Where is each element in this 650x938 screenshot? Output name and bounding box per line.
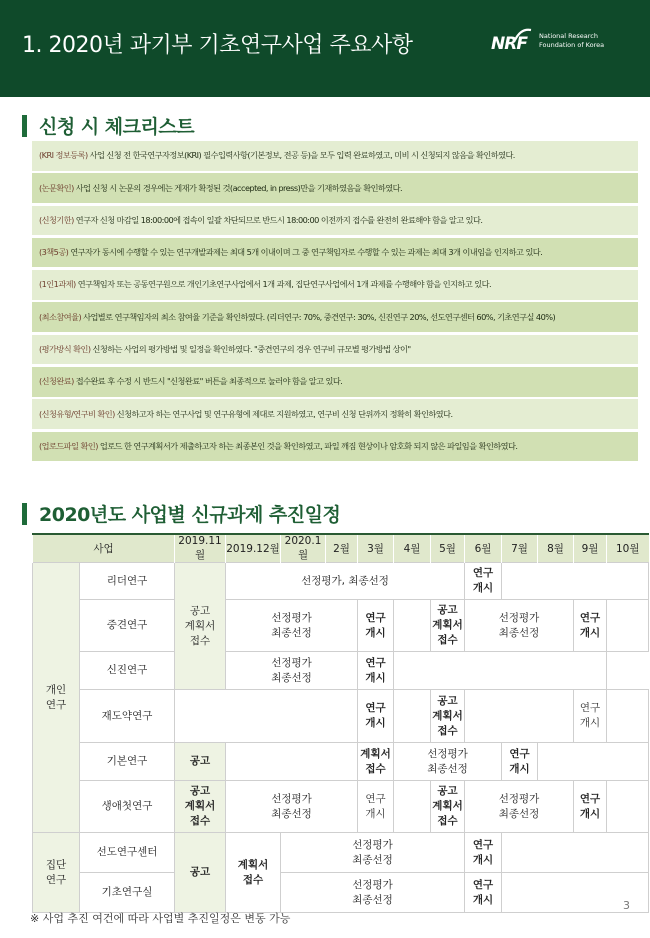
checklist-item xyxy=(32,270,638,300)
section-title: 2020년도 사업별 신규과제 추진일정 xyxy=(39,504,341,526)
header-cell: 9월 xyxy=(574,534,607,563)
announce-intake-cell: 공고 계획서 접수 xyxy=(175,563,226,690)
announce-intake-cell: 공고 계획서 접수 xyxy=(431,690,465,743)
program-cell: 재도약연구 xyxy=(80,690,175,743)
header-cell: 사업 xyxy=(33,534,175,563)
announce-cell: 공고 xyxy=(175,743,226,781)
checklist-tag: (KRI 정보등록) xyxy=(39,150,88,161)
checklist-text: 사업별로 연구책임자의 최소 참여율 기준을 확인하였다. (리더연구: 70%, 중견연구: 30%, 신진연구 20%, 선도연구센터 60%, 기초연구실 40%) xyxy=(83,311,556,322)
header-cell: 2월 xyxy=(326,534,358,563)
table-row xyxy=(33,690,649,743)
table-row xyxy=(33,563,649,600)
eval-cell: 선정평가 최종선정 xyxy=(394,743,502,781)
logo-line-2: Foundation of Korea xyxy=(539,41,605,49)
eval-cell: 선정평가 최종선정 xyxy=(226,781,358,833)
checklist xyxy=(32,141,638,464)
empty-cell xyxy=(502,833,649,873)
start-cell: 연구 개시 xyxy=(502,743,538,781)
table-header-row xyxy=(33,534,649,563)
checklist-tag: (신청유형/연구비 확인) xyxy=(39,408,115,419)
start-cell: 연구 개시 xyxy=(574,600,607,652)
eval-cell: 선정평가 최종선정 xyxy=(465,600,574,652)
empty-cell xyxy=(538,743,649,781)
checklist-tag: (신청완료) xyxy=(39,376,74,387)
checklist-item xyxy=(32,432,638,462)
header-cell: 4월 xyxy=(394,534,431,563)
start-cell: 연구 개시 xyxy=(358,690,394,743)
header-cell: 2019.12월 xyxy=(226,534,281,563)
empty-cell xyxy=(607,690,649,743)
checklist-tag: (1인1과제) xyxy=(39,279,76,290)
page-title: 1. 2020년 과기부 기초연구사업 주요사항 xyxy=(22,33,413,58)
checklist-text: 연구자가 동시에 수행할 수 있는 연구개발과제는 최대 5개 이내이며 그 중 연구책임자로 수행할 수 있는 과제는 최대 3개 이내임을 인지하고 있다. xyxy=(70,247,543,258)
empty-cell xyxy=(465,690,574,743)
checklist-text: 연구책임자 또는 공동연구원으로 개인기초연구사업에서 1개 과제, 집단연구사업에서 1개 과제를 수행해야 함을 인지하고 있다. xyxy=(77,279,492,290)
eval-cell: 선정평가, 최종선정 xyxy=(226,563,465,600)
checklist-text: 사업 신청 전 한국연구자정보(KRI) 필수입력사항(기본정보, 전공 등)을 모두 입력 완료하였고, 미비 시 신청되지 않음을 확인하였다. xyxy=(89,150,515,161)
header-cell: 2019.11월 xyxy=(175,534,226,563)
logo-line-1: National Research xyxy=(539,32,598,40)
checklist-text: 접수완료 후 수정 시 반드시 "신청완료" 버튼을 최종적으로 눌러야 함을 알고 있다. xyxy=(75,376,343,387)
checklist-tag: (신청기한) xyxy=(39,214,74,225)
checklist-text: 신청하고자 하는 연구사업 및 연구유형에 제대로 지원하였고, 연구비 신청 단위까지 정확히 확인하였다. xyxy=(116,408,453,419)
program-cell: 중견연구 xyxy=(80,600,175,652)
checklist-item xyxy=(32,367,638,397)
checklist-tag: (논문확인) xyxy=(39,182,74,193)
checklist-item xyxy=(32,238,638,268)
empty-cell xyxy=(226,743,358,781)
table-row xyxy=(33,781,649,833)
empty-cell xyxy=(607,600,649,652)
checklist-tag: (최소참여율) xyxy=(39,311,82,322)
program-cell: 리더연구 xyxy=(80,563,175,600)
table-row xyxy=(33,743,649,781)
program-cell: 선도연구센터 xyxy=(80,833,175,873)
empty-cell xyxy=(394,652,607,690)
start-cell: 연구 개시 xyxy=(465,833,502,873)
header-band xyxy=(0,0,650,97)
section-bar xyxy=(22,115,27,137)
checklist-tag: (업로드파일 확인) xyxy=(39,440,98,451)
program-cell: 생애첫연구 xyxy=(80,781,175,833)
empty-cell xyxy=(502,563,649,600)
section-bar xyxy=(22,503,27,525)
table-row xyxy=(33,833,649,873)
announce-cell: 공고 xyxy=(175,833,226,913)
program-cell: 기초연구실 xyxy=(80,873,175,913)
section-title: 신청 시 체크리스트 xyxy=(39,116,195,138)
eval-cell: 선정평가 최종선정 xyxy=(226,600,358,652)
start-cell: 연구 개시 xyxy=(358,781,394,833)
header-cell: 10월 xyxy=(607,534,649,563)
eval-cell: 선정평가 최종선정 xyxy=(226,652,358,690)
checklist-tag: (3책5공) xyxy=(39,247,69,258)
announce-intake-cell: 공고 계획서 접수 xyxy=(431,600,465,652)
page-number: 3 xyxy=(623,899,630,912)
checklist-heading xyxy=(22,112,194,139)
start-cell: 연구 개시 xyxy=(574,690,607,743)
start-cell: 연구 개시 xyxy=(358,652,394,690)
checklist-item xyxy=(32,335,638,365)
table-row xyxy=(33,873,649,913)
header-cell: 7월 xyxy=(502,534,538,563)
program-cell: 기본연구 xyxy=(80,743,175,781)
announce-intake-cell: 공고 계획서 접수 xyxy=(175,781,226,833)
plan-intake-cell: 계획서 접수 xyxy=(358,743,394,781)
start-cell: 연구 개시 xyxy=(465,873,502,913)
empty-cell xyxy=(394,781,431,833)
nrf-logo xyxy=(491,26,641,66)
announce-intake-cell: 공고 계획서 접수 xyxy=(431,781,465,833)
checklist-text: 사업 신청 시 논문의 경우에는 게재가 확정된 것(accepted, in press)만을 기재하였음을 확인하였다. xyxy=(75,182,403,193)
header-cell: 5월 xyxy=(431,534,465,563)
empty-cell xyxy=(175,690,358,743)
footnote: ※ 사업 추진 여건에 따라 사업별 추진일정은 변동 가능 xyxy=(30,912,291,925)
empty-cell xyxy=(394,690,431,743)
header-cell: 2020.1월 xyxy=(281,534,326,563)
logo-text xyxy=(539,32,604,50)
header-cell: 3월 xyxy=(358,534,394,563)
empty-cell xyxy=(394,600,431,652)
plan-intake-cell: 계획서 접수 xyxy=(226,833,281,913)
table-row xyxy=(33,652,649,690)
program-cell: 신진연구 xyxy=(80,652,175,690)
logo-mark: NRF xyxy=(491,34,527,54)
checklist-text: 신청하는 사업의 평가방법 및 일정을 확인하였다. "중견연구의 경우 연구비 규모별 평가방법 상이" xyxy=(92,344,411,355)
header-cell: 6월 xyxy=(465,534,502,563)
table-row xyxy=(33,600,649,652)
eval-cell: 선정평가 최종선정 xyxy=(465,781,574,833)
checklist-tag: (평가방식 확인) xyxy=(39,344,91,355)
eval-cell: 선정평가 최종선정 xyxy=(281,873,465,913)
checklist-text: 업로드 한 연구계획서가 제출하고자 하는 최종본인 것을 확인하였고, 파일 깨짐 현상이나 암호화 되지 않은 파일임을 확인하였다. xyxy=(99,440,518,451)
checklist-item xyxy=(32,399,638,429)
logo-swoosh-icon xyxy=(513,28,533,42)
start-cell: 연구 개시 xyxy=(358,600,394,652)
checklist-item xyxy=(32,173,638,203)
header-cell: 8월 xyxy=(538,534,574,563)
eval-cell: 선정평가 최종선정 xyxy=(281,833,465,873)
schedule-table xyxy=(32,533,649,913)
start-cell: 연구 개시 xyxy=(574,781,607,833)
group-collective: 집단 연구 xyxy=(33,833,80,913)
checklist-item xyxy=(32,206,638,236)
group-individual: 개인 연구 xyxy=(33,563,80,833)
checklist-text: 연구자 신청 마감일 18:00:00에 접속이 일괄 차단되므로 반드시 18:00:00 이전까지 접수를 완전히 완료해야 함을 알고 있다. xyxy=(75,214,483,225)
schedule-heading xyxy=(22,500,340,527)
empty-cell xyxy=(607,781,649,833)
checklist-item xyxy=(32,141,638,171)
start-cell: 연구 개시 xyxy=(465,563,502,600)
checklist-item xyxy=(32,302,638,332)
